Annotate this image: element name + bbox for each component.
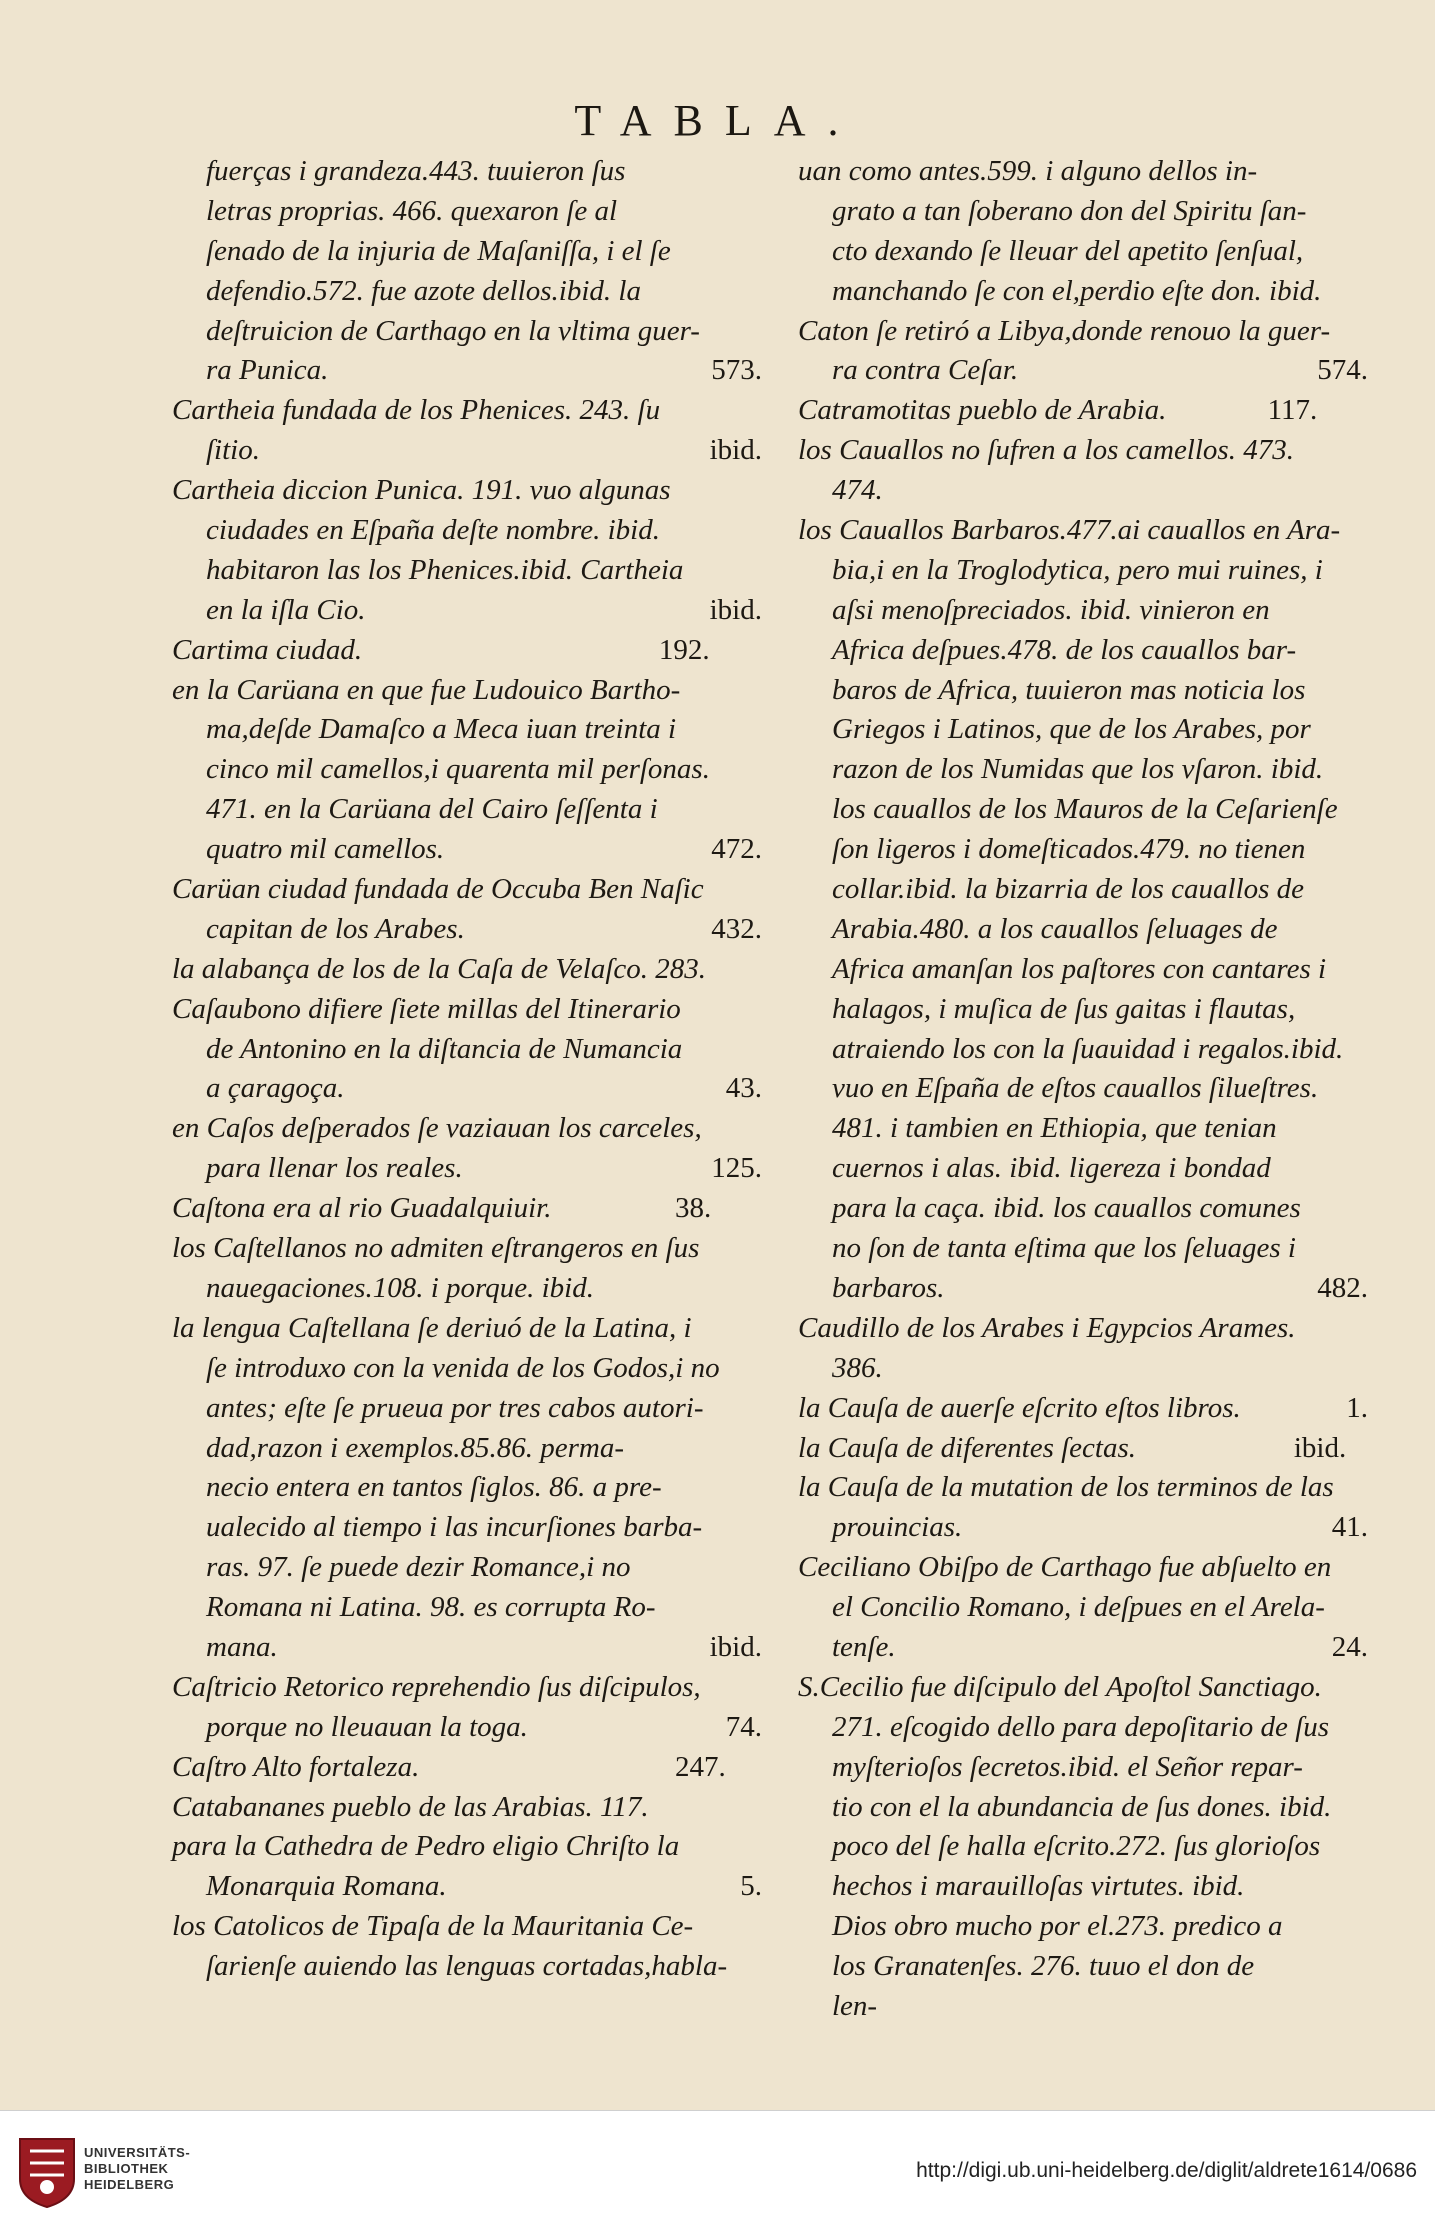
index-entry-line — [798, 152, 1368, 192]
index-entry-line — [172, 351, 762, 391]
entry-text: Caſtro Alto fortaleza. — [172, 1750, 420, 1783]
entry-text: capitan de los Arabes. — [206, 912, 465, 945]
entry-text: myſterioſos ſecretos.ibid. el Señor repar- — [832, 1750, 1303, 1783]
entry-text: Africa deſpues.478. de los cauallos bar- — [832, 633, 1297, 666]
index-entry-line — [798, 1309, 1368, 1349]
entry-text: la Cauſa de la mutation de los terminos de las — [798, 1471, 1334, 1504]
entry-text: Dios obro mucho por el.273. predico a — [832, 1910, 1283, 1943]
index-entry-line — [798, 1947, 1368, 1987]
index-entry-line — [172, 1309, 762, 1349]
index-entry-line — [798, 1907, 1368, 1947]
entry-text: grato a tan ſoberano don del Spiritu ſan- — [832, 194, 1307, 227]
entry-text: ras. 97. ſe puede dezir Romance,i no — [206, 1551, 631, 1584]
page-reference: 472. — [711, 833, 762, 866]
entry-text: Catabananes pueblo de las Arabias. 117. — [172, 1790, 649, 1823]
page-reference: 573. — [711, 354, 762, 387]
entry-text: Caſtona era al rio Guadalquiuir. — [172, 1192, 552, 1225]
index-entry-line — [172, 1429, 762, 1469]
entry-text: los Granatenſes. 276. tuuo el don de — [832, 1950, 1255, 1983]
entry-text: para llenar los reales. — [206, 1152, 463, 1185]
index-entry-line — [172, 192, 762, 232]
index-entry-line — [798, 431, 1368, 471]
index-entry-line — [798, 1708, 1368, 1748]
entry-text: ra Punica. — [206, 354, 329, 387]
index-entry-line — [798, 551, 1368, 591]
index-entry-line — [798, 272, 1368, 312]
source-url-link[interactable]: http://digi.ub.uni-heidelberg.de/diglit/aldrete1614/0686 — [916, 2159, 1417, 2182]
library-line: UNIVERSITÄTS- — [84, 2145, 191, 2160]
university-seal-icon — [16, 2135, 78, 2209]
page-reference: ibid. — [709, 593, 762, 626]
index-entry-line — [172, 1508, 762, 1548]
index-entry-line — [172, 1030, 762, 1070]
index-entry-line — [798, 1109, 1368, 1149]
entry-text: Caudillo de los Arabes i Egypcios Arames. — [798, 1311, 1296, 1344]
page-reference: 192. — [658, 633, 710, 666]
index-entry-line — [172, 1907, 762, 1947]
index-entry-line — [172, 1069, 762, 1109]
entry-text: Africa amanſan los paſtores con cantares i — [832, 952, 1327, 985]
entry-text: deſtruicion de Carthago en la vltima guer- — [206, 314, 700, 347]
entry-text: bia,i en la Troglodytica, pero mui ruines, i — [832, 553, 1323, 586]
index-entry-line — [172, 1109, 762, 1149]
entry-text: baros de Africa, tuuieron mas noticia los — [832, 673, 1306, 706]
entry-text: la lengua Caſtellana ſe deriuó de la Latina, i — [172, 1311, 692, 1344]
page-reference: 24. — [1331, 1630, 1368, 1663]
index-entry-line — [798, 351, 1368, 391]
entry-text: poco del ſe halla eſcrito.272. ſus glorioſos — [832, 1830, 1321, 1863]
entry-text: cinco mil camellos,i quarenta mil perſonas. — [206, 753, 710, 786]
index-entry-line — [798, 870, 1368, 910]
entry-text: 386. — [832, 1351, 883, 1384]
entry-text: aſsi menoſpreciados. ibid. vinieron en — [832, 593, 1270, 626]
index-entry-line — [798, 1269, 1368, 1309]
index-entry-line — [172, 1229, 762, 1269]
entry-text: barbaros. — [832, 1271, 945, 1304]
index-entry-line — [172, 1708, 762, 1748]
index-entry-line — [172, 1468, 762, 1508]
entry-text: fuerças i grandeza.443. tuuieron ſus — [206, 155, 626, 187]
entry-text: vuo en Eſpaña de eſtos cauallos ſilueſtres. — [832, 1072, 1319, 1105]
index-entry-line — [798, 1788, 1368, 1828]
entry-text: tio con el la abundancia de ſus dones. ibid. — [832, 1790, 1332, 1823]
index-entry-line — [172, 232, 762, 272]
entry-text: ſenado de la injuria de Maſaniſſa, i el ſe — [206, 234, 671, 267]
index-entry-line — [172, 551, 762, 591]
page-reference: 247. — [675, 1750, 726, 1783]
index-entry-line — [172, 391, 762, 431]
index-entry-line — [172, 870, 762, 910]
entry-text: porque no lleuauan la toga. — [206, 1710, 528, 1743]
page-reference: 1. — [1346, 1391, 1368, 1424]
entry-text: tenſe. — [832, 1630, 896, 1663]
entry-text: necio entera en tantos ſiglos. 86. a pre- — [206, 1471, 662, 1504]
entry-text: halagos, i muſica de ſus gaitas i flautas, — [832, 992, 1296, 1025]
entry-text: Cartheia fundada de los Phenices. 243. ſu — [172, 394, 661, 427]
entry-text: Ceciliano Obiſpo de Carthago fue abſuelto en — [798, 1551, 1332, 1584]
index-entry-line — [798, 1748, 1368, 1788]
entry-text: a çaragoça. — [206, 1072, 345, 1105]
index-entry-line — [172, 1827, 762, 1867]
entry-text: antes; eſte ſe prueua por tres cabos autori- — [206, 1391, 704, 1424]
index-entry-line — [172, 750, 762, 790]
entry-text: ſon ligeros i domeſticados.479. no tienen — [832, 833, 1306, 866]
index-entry-line — [172, 1149, 762, 1189]
index-entry-line — [798, 710, 1368, 750]
index-entry-line — [798, 950, 1368, 990]
index-entry-line — [798, 1030, 1368, 1070]
entry-text: Arabia.480. a los cauallos ſeluages de — [832, 912, 1278, 945]
index-entry-line — [172, 471, 762, 511]
page-reference: 74. — [725, 1710, 762, 1743]
page-reference: 482. — [1317, 1271, 1368, 1304]
index-entry-line — [798, 1349, 1368, 1389]
entry-text: nauegaciones.108. i porque. ibid. — [206, 1271, 594, 1304]
index-entry-line — [172, 1628, 762, 1668]
entry-text: para la Cathedra de Pedro eligio Chriſto la — [172, 1830, 680, 1863]
index-entry-line — [798, 1987, 1368, 2027]
entry-text: la alabança de los de la Caſa de Velaſco. 283. — [172, 952, 707, 985]
page-reference: 125. — [711, 1152, 762, 1185]
entry-text: los Caſtellanos no admiten eſtrangeros en ſus — [172, 1232, 700, 1265]
entry-text: ualecido al tiempo i las incurſiones barba- — [206, 1511, 703, 1544]
entry-text: los cauallos de los Mauros de la Ceſarienſe — [832, 793, 1338, 826]
index-entry-line — [172, 1748, 762, 1788]
entry-text: los Cauallos no ſufren a los camellos. 473. — [798, 434, 1294, 467]
entry-text: cto dexando ſe lleuar del apetito ſenſual, — [832, 234, 1304, 267]
index-entry-line — [172, 1189, 762, 1229]
entry-text: 481. i tambien en Ethiopia, que tenian — [832, 1112, 1277, 1145]
entry-text: Carüan ciudad fundada de Occuba Ben Naſic — [172, 873, 704, 906]
entry-text: los Catolicos de Tipaſa de la Mauritania Ce- — [172, 1910, 694, 1943]
index-entry-line — [172, 710, 762, 750]
index-entry-line — [798, 1867, 1368, 1907]
entry-text: prouincias. — [832, 1511, 963, 1544]
entry-text: los Cauallos Barbaros.477.ai cauallos en Ara- — [798, 514, 1341, 547]
index-entry-line — [798, 511, 1368, 551]
entry-text: la Cauſa de diferentes ſectas. — [798, 1431, 1137, 1464]
index-entry-line — [172, 910, 762, 950]
index-entry-line — [798, 591, 1368, 631]
page-reference: 5. — [740, 1870, 762, 1903]
entry-text: mana. — [206, 1630, 278, 1663]
entry-text: Caſtricio Retorico reprehendio ſus diſcipulos, — [172, 1670, 701, 1703]
index-entry-line — [172, 1269, 762, 1309]
index-entry-line — [798, 990, 1368, 1030]
index-entry-line — [798, 1229, 1368, 1269]
entry-text: 271. eſcogido dello para depoſitario de ſus — [832, 1710, 1329, 1743]
page-reference: ibid. — [1293, 1431, 1347, 1464]
entry-text: Cartheia diccion Punica. 191. vuo algunas — [172, 474, 671, 507]
index-entry-line — [798, 1069, 1368, 1109]
page-header: TABLA. — [574, 96, 861, 145]
entry-text: ciudades en Eſpaña deſte nombre. ibid. — [206, 514, 660, 547]
page-reference: 574. — [1317, 354, 1368, 387]
entry-text: Caſaubono difiere ſiete millas del Itinerario — [172, 992, 681, 1025]
entry-text: manchando ſe con el,perdio eſte don. ibid. — [832, 274, 1322, 307]
entry-text: Catramotitas pueblo de Arabia. — [798, 394, 1167, 427]
index-entry-line — [172, 1947, 762, 1987]
entry-text: para la caça. ibid. los cauallos comunes — [832, 1192, 1301, 1225]
index-entry-line — [798, 232, 1368, 272]
index-entry-line — [798, 312, 1368, 352]
page-reference: 43. — [725, 1072, 762, 1105]
page-reference: 432. — [711, 912, 762, 945]
index-entry-line — [172, 950, 762, 990]
index-entry-line — [798, 1149, 1368, 1189]
source-url[interactable] — [916, 2159, 1417, 2183]
entry-text: uan como antes.599. i alguno dellos in- — [798, 155, 1258, 187]
index-entry-line — [798, 192, 1368, 232]
entry-text: en la Carüana en que fue Ludouico Bartho- — [172, 673, 681, 706]
index-entry-line — [172, 1588, 762, 1628]
entry-text: Griegos i Latinos, que de los Arabes, por — [832, 713, 1311, 746]
index-entry-line — [172, 511, 762, 551]
entry-text: quatro mil camellos. — [206, 833, 445, 866]
library-line: BIBLIOTHEK — [84, 2161, 169, 2176]
entry-text: ſe introduxo con la venida de los Godos,i no — [206, 1351, 720, 1384]
index-entry-line — [172, 1788, 762, 1828]
index-entry-line — [798, 830, 1368, 870]
index-entry-line — [172, 990, 762, 1030]
index-entry-line — [172, 1389, 762, 1429]
index-entry-line — [172, 1668, 762, 1708]
index-entry-line — [172, 591, 762, 631]
index-entry-line — [798, 1389, 1368, 1429]
footer-bar — [0, 2110, 1435, 2236]
entry-text: ſarienſe auiendo las lenguas cortadas,habla- — [206, 1950, 728, 1983]
entry-text: habitaron las los Phenices.ibid. Cartheia — [206, 553, 684, 586]
right-column — [798, 152, 1368, 2027]
entry-text: el Concilio Romano, i deſpues en el Arela- — [832, 1591, 1325, 1624]
index-entry-line — [798, 1508, 1368, 1548]
index-entry-line — [172, 830, 762, 870]
page-reference: 117. — [1267, 394, 1318, 427]
entry-text: S.Cecilio fue diſcipulo del Apoſtol Sanctiago. — [798, 1670, 1322, 1703]
entry-text: en Caſos deſperados ſe vaziauan los carceles, — [172, 1112, 702, 1145]
left-column — [172, 152, 762, 1987]
entry-text: Monarquia Romana. — [206, 1870, 447, 1903]
index-entry-line — [798, 750, 1368, 790]
page-reference: ibid. — [709, 1630, 762, 1663]
index-entry-line — [172, 790, 762, 830]
index-entry-line — [798, 631, 1368, 671]
index-entry-line — [172, 272, 762, 312]
page-reference: 38. — [675, 1192, 712, 1225]
entry-text: de Antonino en la diſtancia de Numancia — [206, 1032, 683, 1065]
entry-text: ma,deſde Damaſco a Meca iuan treinta i — [206, 713, 677, 746]
library-line: HEIDELBERG — [84, 2177, 175, 2192]
entry-text: no ſon de tanta eſtima que los ſeluages i — [832, 1232, 1296, 1265]
index-entry-line — [172, 631, 762, 671]
entry-text: cuernos i alas. ibid. ligereza i bondad — [832, 1152, 1271, 1185]
entry-text: Cartima ciudad. — [172, 633, 363, 666]
entry-text: la Cauſa de auerſe eſcrito eſtos libros. — [798, 1391, 1241, 1424]
entry-text: letras proprias. 466. quexaron ſe al — [206, 194, 618, 227]
entry-text: ra contra Ceſar. — [832, 354, 1019, 387]
entry-text: defendio.572. fue azote dellos.ibid. la — [206, 274, 641, 307]
index-entry-line — [798, 391, 1368, 431]
index-entry-line — [798, 1628, 1368, 1668]
entry-text: Romana ni Latina. 98. es corrupta Ro- — [206, 1591, 656, 1624]
entry-text: 471. en la Carüana del Cairo ſeſſenta i — [206, 793, 658, 826]
index-entry-line — [172, 431, 762, 471]
index-entry-line — [798, 671, 1368, 711]
entry-text: ſitio. — [206, 434, 260, 467]
entry-text: atraiendo los con la ſuauidad i regalos.ibid. — [832, 1032, 1344, 1065]
index-entry-line — [798, 1189, 1368, 1229]
index-entry-line — [798, 1468, 1368, 1508]
entry-text: razon de los Numidas que los vſaron. ibid. — [832, 753, 1324, 786]
entry-text: len- — [832, 1989, 878, 2022]
index-entry-line — [798, 1588, 1368, 1628]
index-entry-line — [798, 1548, 1368, 1588]
index-entry-line — [172, 152, 762, 192]
index-entry-line — [172, 671, 762, 711]
library-name — [84, 2145, 190, 2193]
entry-text: dad,razon i exemplos.85.86. perma- — [206, 1431, 625, 1464]
index-entry-line — [798, 1827, 1368, 1867]
index-entry-line — [172, 1349, 762, 1389]
entry-text: en la iſla Cio. — [206, 593, 366, 626]
page-reference: ibid. — [709, 434, 762, 467]
entry-text: collar.ibid. la bizarria de los cauallos de — [832, 873, 1305, 906]
index-entry-line — [172, 1867, 762, 1907]
page-reference: 41. — [1331, 1511, 1368, 1544]
index-entry-line — [798, 1668, 1368, 1708]
entry-text: hechos i marauilloſas virtutes. ibid. — [832, 1870, 1245, 1903]
index-entry-line — [172, 312, 762, 352]
index-entry-line — [172, 1548, 762, 1588]
index-entry-line — [798, 790, 1368, 830]
index-entry-line — [798, 471, 1368, 511]
entry-text: Caton ſe retiró a Libya,donde renouo la guer- — [798, 314, 1331, 347]
index-entry-line — [798, 1429, 1368, 1469]
index-entry-line — [798, 910, 1368, 950]
entry-text: 474. — [832, 474, 883, 507]
